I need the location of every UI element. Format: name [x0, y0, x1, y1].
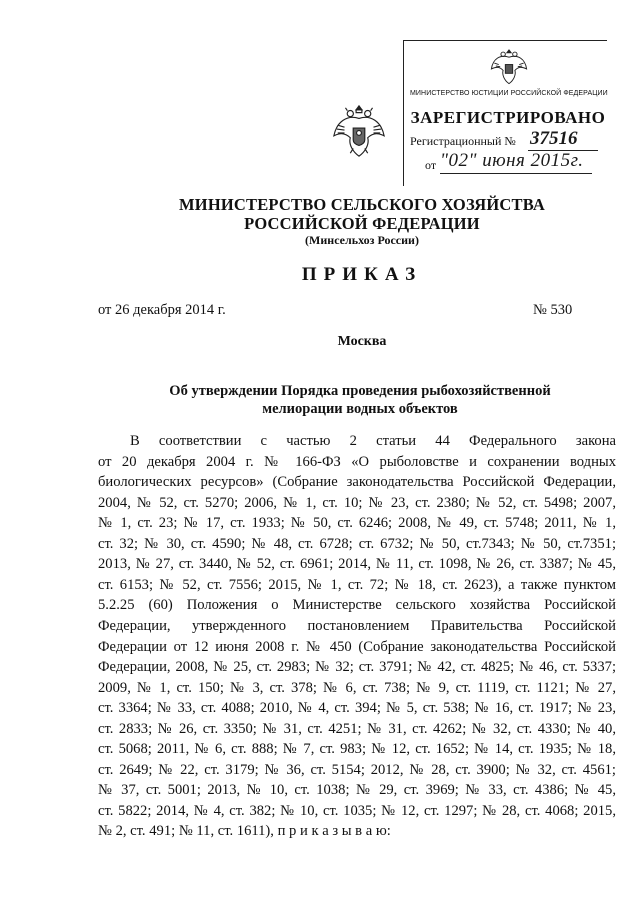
- body-text-line: 2009, № 1, ст. 150; № 3, ст. 378; № 6, ст. 738; № 9, ст. 1119, ст. 1121; № 27,: [98, 679, 616, 696]
- body-text-line: ст. 6153; № 52, ст. 7556; 2015, № 1, ст. 72; № 18, ст. 2623), а также пунктом: [98, 576, 616, 593]
- body-text-line: Федерации от 12 июня 2008 г. № 450 (Собрание законодательства Российской: [98, 638, 616, 655]
- stamp-coat-of-arms-icon: [487, 44, 531, 88]
- body-text-line: 2004, № 52, ст. 5270; 2006, № 1, ст. 10; № 23, ст. 2380; № 52, ст. 5498; 2007,: [98, 494, 616, 511]
- body-text-line: ст. 2649; № 22, ст. 3179; № 36, ст. 5154; 2012, № 28, ст. 3900; № 32, ст. 4561;: [98, 761, 616, 778]
- body-text-line: № 2, ст. 491; № 11, ст. 1611), п р и к а з ы в а ю:: [98, 823, 391, 840]
- body-text-line: биологических ресурсов» (Собрание законодательства Российской Федерации,: [98, 474, 616, 491]
- stamp-registered-label: ЗАРЕГИСТРИРОВАНО: [410, 108, 606, 127]
- order-date: от 26 декабря 2014 г.: [98, 302, 226, 318]
- body-text-line: от 20 декабря 2004 г. № 166-ФЗ «О рыболовстве и сохранении водных: [98, 453, 616, 470]
- body-text-line: ст. 32; № 30, ст. 4590; № 48, ст. 6728; ст. 6732; № 50, ст.7343; № 50, ст.7351;: [98, 535, 616, 552]
- stamp-reg-number-value: 37516: [530, 128, 578, 149]
- ministry-abbreviation: (Минсельхоз России): [305, 233, 419, 247]
- order-city: Москва: [337, 334, 387, 349]
- coat-of-arms-icon: [330, 102, 388, 160]
- body-text-line: 2013, № 27, ст. 3440, № 52, ст. 6961; 2014, № 11, ст. 1098, № 26, ст. 3387; № 45,: [98, 556, 616, 573]
- order-number: № 530: [533, 302, 573, 318]
- ministry-name-line-2: РОССИЙСКОЙ ФЕДЕРАЦИИ: [244, 214, 480, 233]
- order-subject-line-2: мелиорации водных объектов: [262, 401, 458, 417]
- body-text-line: 5.2.25 (60) Положения о Министерстве сельского хозяйства Российской: [98, 597, 616, 614]
- body-text-line: № 37, ст. 5001; 2013, № 10, ст. 1038; № 29, ст. 3969; № 33, ст. 4386; № 45,: [98, 782, 616, 799]
- stamp-date-label: от: [425, 158, 437, 172]
- stamp-ministry-name: МИНИСТЕРСТВО ЮСТИЦИИ РОССИЙСКОЙ ФЕДЕРАЦИИ: [410, 90, 608, 97]
- document-type-title: ПРИКАЗ: [301, 264, 423, 285]
- body-text-line: ст. 5068; 2011, № 6, ст. 888; № 7, ст. 983; № 12, ст. 1652; № 14, ст. 1935; № 18,: [98, 741, 616, 758]
- ministry-name-line-1: МИНИСТЕРСТВО СЕЛЬСКОГО ХОЗЯЙСТВА: [179, 195, 545, 214]
- body-text-line: № 1, ст. 23; № 17, ст. 1933; № 50, ст. 6246; 2008, № 49, ст. 5748; 2011, № 1,: [98, 515, 616, 532]
- body-text-line: В соответствии с частью 2 статьи 44 Федерального закона: [130, 433, 616, 449]
- body-text-line: ст. 2833; № 26, ст. 3350; № 31, ст. 4251; № 31, ст. 4262; № 32, ст. 4330; № 40,: [98, 720, 616, 737]
- body-text-line: Федерации, утвержденного постановлением Правительства Российской: [98, 617, 616, 634]
- date-underline: [440, 173, 592, 174]
- stamp-date-value: "02" июня 2015г.: [440, 150, 584, 171]
- body-text-line: ст. 3364; № 33, ст. 4088; 2010, № 4, ст. 394; № 5, ст. 538; № 16, ст. 1917; № 23,: [98, 700, 616, 717]
- stamp-reg-number-label: Регистрационный №: [410, 134, 516, 148]
- body-text-line: ст. 5822; 2014, № 4, ст. 382; № 10, ст. 1035; № 12, ст. 1297; № 28, ст. 4068; 2015,: [98, 802, 616, 819]
- order-subject-line-1: Об утверждении Порядка проведения рыбохозяйственной: [169, 383, 551, 399]
- body-text-line: Федерации, 2008, № 25, ст. 2983; № 32; ст. 3791; № 42, ст. 4825; № 46, ст. 5337;: [98, 659, 616, 676]
